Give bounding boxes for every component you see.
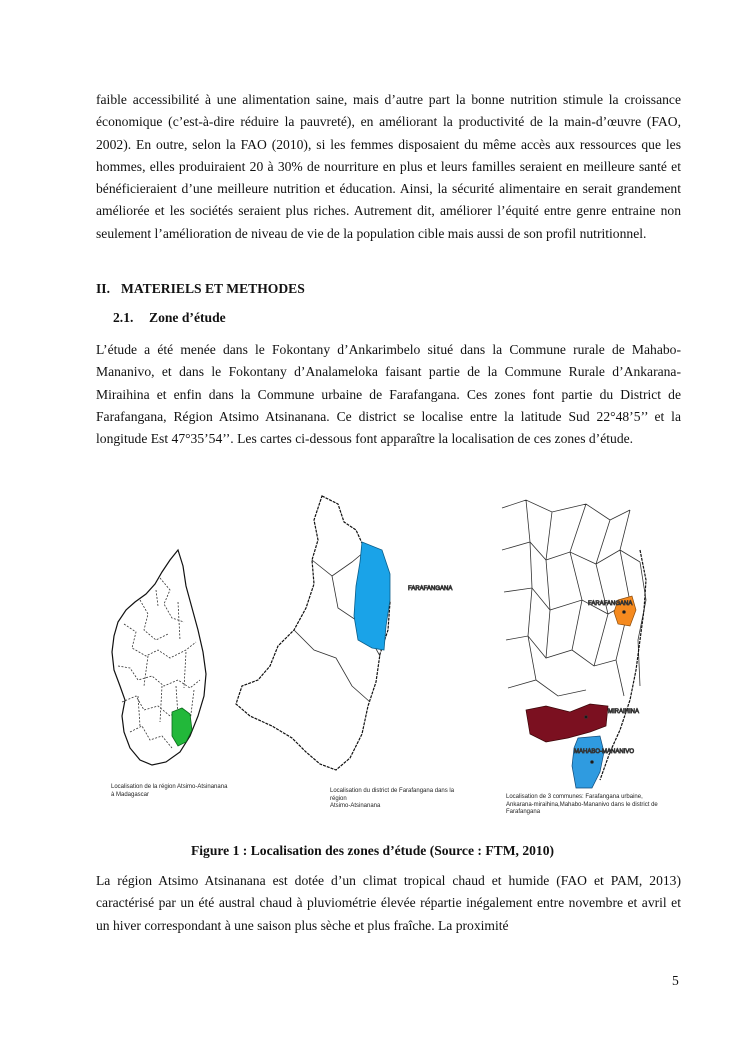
farafangana-marker	[623, 611, 626, 614]
paragraph-intro: faible accessibilité à une alimentation saine, mais d’autre part la bonne nutrition stimule la croissance économique (c’est-à-dire réduire la pauvreté), en améliorant la productivité de la main-d’œuvre (FAO, 2002). En outre, selon la FAO (2010), si les femmes disposaient du même accès aux ressources que les hommes, elles produiraient 20 à 30% de nourriture en plus et leurs familles seraient en meilleure santé et bénéficieraient d’une meilleure nutrition et éducation. Ainsi, la sécurité alimentaire en serait grandement améliorée et les sociétés seraient plus riches. Autrement dit, améliorer l’équité entre genre entraine non seulement l’amélioration de niveau de vie de la population cible mais aussi de son profil nutritionnel.	[96, 92, 681, 241]
region-atsimo-atsinanana	[172, 708, 192, 746]
subsection-number: 2.1.	[113, 310, 134, 325]
region-map	[236, 496, 452, 770]
mahabo-commune	[572, 736, 604, 788]
section-number: II.	[96, 281, 110, 296]
subsection-heading	[113, 310, 226, 326]
paragraph-climate: La région Atsimo Atsinanana est dotée d’un climat tropical chaud et humide (FAO et PAM, 2013) caractérisé par un été austral chaud à pluviométrie élevée répartie inégalement entre novembre et avril et un hiver correspondant à une saison plus sèche et plus fraîche. La proximité	[96, 873, 681, 933]
miraihina-marker	[585, 716, 588, 719]
madagascar-outline	[112, 550, 206, 765]
subsection-title: Zone d’étude	[149, 310, 226, 325]
paragraph-study-zone: L’étude a été menée dans le Fokontany d’Ankarimbelo situé dans la Commune rurale de Mahabo-Mananivo, et dans le Fokontany d’Analameloka faisant partie de la Commune Rurale d’Ankarana-Miraihina et enfin dans la Commune urbaine de Farafangana. Ces zones font partie du District de Farafangana, Région Atsimo Atsinanana. Ce district se localise entre la latitude Sud 22°48’5’’ et la longitude Est 47°35’54’’. Les cartes ci-dessous font apparaître la localisation de ces zones d’étude.	[96, 342, 681, 447]
map2-caption: Localisation du district de Farafangana dans la région Atsimo-Atsinanana	[330, 788, 455, 809]
map3-farafangana-label: FARAFANGANA	[588, 601, 633, 607]
farafangana-map-label: FARAFANGANA	[408, 586, 453, 592]
mahabo-marker	[591, 761, 594, 764]
map3-miraihina-label: MIRAIHINA	[608, 709, 640, 715]
madagascar-map	[112, 550, 206, 765]
section-heading	[96, 281, 305, 297]
figure-caption: Figure 1 : Localisation des zones d’étude (Source : FTM, 2010)	[190, 843, 555, 858]
map3-mahabo-label: MAHABO-MANANIVO	[574, 749, 635, 755]
map1-caption: Localisation de la région Atsimo-Atsinanana à Madagascar	[111, 784, 228, 798]
map3-caption: Localisation de 3 communes: Farafangana urbaine, Ankarana-miraihina,Mahabo-Mananivo dans le district de Farafangana	[506, 794, 658, 815]
farafangana-district	[354, 542, 390, 650]
section-title: MATERIELS ET METHODES	[121, 281, 305, 296]
district-map	[502, 500, 646, 788]
figure-maps	[100, 490, 680, 825]
page-number: 5	[672, 973, 679, 988]
maps-svg	[100, 490, 680, 825]
